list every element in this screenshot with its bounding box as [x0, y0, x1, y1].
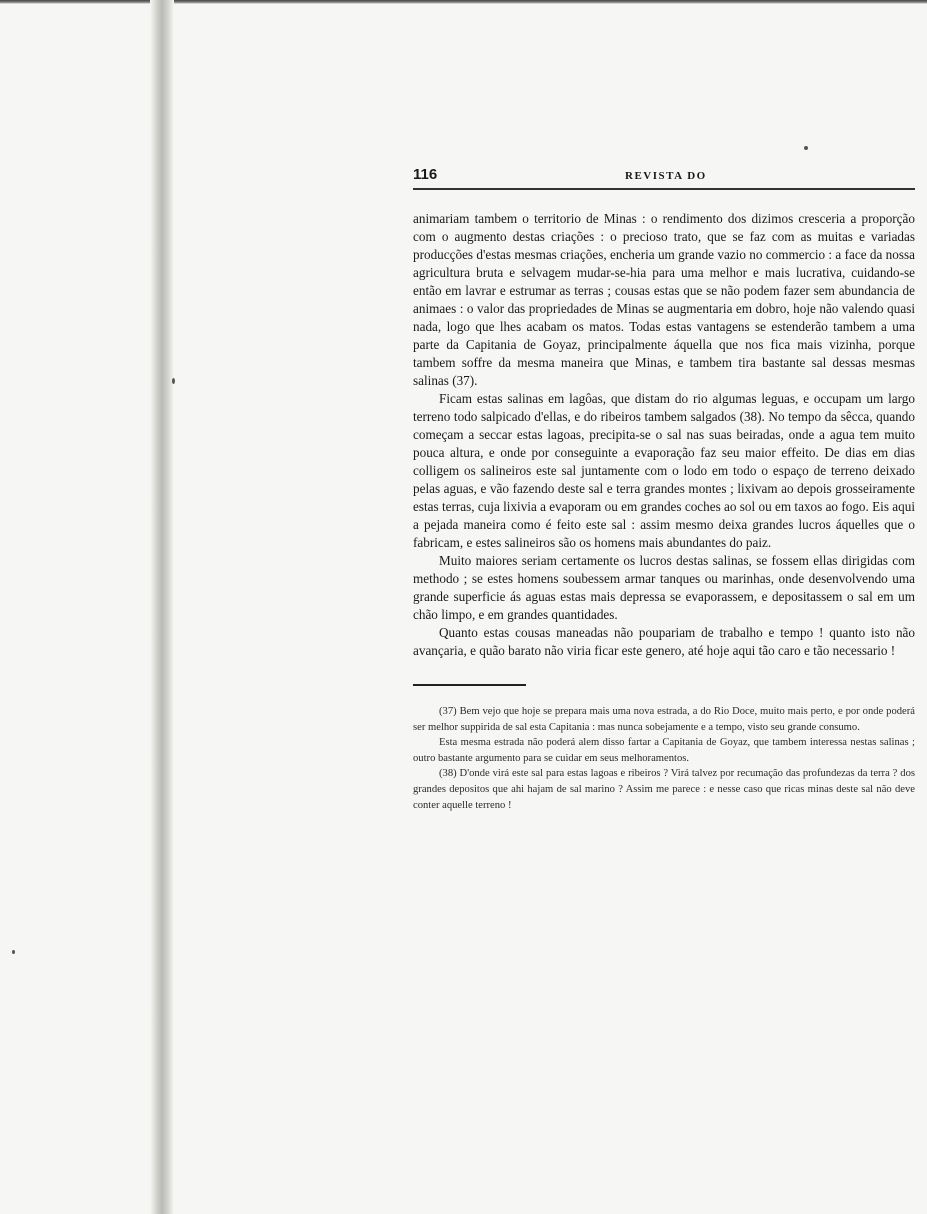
page-header: [413, 162, 915, 190]
book-spine-shadow: [150, 0, 174, 1214]
scan-top-edge: [0, 0, 927, 4]
body-text: [413, 210, 915, 660]
book-page: [413, 162, 915, 813]
footnote: (37) Bem vejo que hoje se prepara mais uma nova estrada, a do Rio Doce, muito mais perto, e por onde poderá ser melhor suppirida de sal esta Capitania : mas nunca sobejamente e a tempo, visto seu grande consumo.: [413, 706, 915, 733]
paragraph: Ficam estas salinas em lagôas, que distam do rio algumas leguas, e occupam um largo terreno todo salpicado d'ellas, e do ribeiros tambem salgados (38). No tempo da sêcca, quando começam a seccar estas lagoas, precipita-se o sal nas suas beiradas, onde a agua tem muito pouca altura, e onde por conseguinte a evaporação faz seu maior effeito. De dias em dias colligem os salineiros este sal juntamente com o lodo em todo o espaço de terreno deixado pelas aguas, e vão fazendo deste sal e terra grandes montes ; lixivam ao depois grosseiramente estas terras, cuja lixivia a evaporam ou em grandes coches ao sol ou em taxos ao fogo. Eis aqui a pejada maneira como é feito este sal : assim mesmo deixa grandes lucros áquelles que o fabricam, e estes salineiros são os homens mais abundantes do paiz.: [413, 391, 915, 550]
footnotes: [413, 704, 915, 813]
footnote: Esta mesma estrada não poderá alem disso fartar a Capitania de Goyaz, que tambem interessa nestas salinas ; outro bastante argumento para se cuidar em seus melhoramentos.: [413, 737, 915, 764]
footnote-divider: [413, 684, 526, 686]
running-head: REVISTA DO: [625, 170, 707, 182]
scan-speck: [172, 378, 175, 384]
scan-speck: [804, 146, 808, 150]
scan-speck: [12, 950, 15, 954]
paragraph: Muito maiores seriam certamente os lucros destas salinas, se fossem ellas dirigidas com methodo ; se estes homens soubessem armar tanques ou marinhas, onde desenvolvendo uma grande superficie ás aguas estas mais depressa se evaporassem, e depositassem o sal em um chão limpo, e em grandes quantidades.: [413, 553, 915, 622]
page-number: 116: [413, 166, 438, 183]
paragraph: animariam tambem o territorio de Minas : o rendimento dos dizimos cresceria a proporção com o augmento destas criações : o precioso trato, que se faz com as muitas e variadas producções d'estas mesmas criações, encheria um grande vazio no commercio : a face da nossa agricultura bruta e selvagem mudar-se-hia para uma melhor e mais lucrativa, cuidando-se então em lavrar e estrumar as terras ; cousas estas que se não podem fazer sem abundancia de animaes : o valor das propriedades de Minas se augmentaria em dobro, hoje não valendo quasi nada, logo que lhes acabam os matos. Todas estas vantagens se estenderão tambem a uma parte da Capitania de Goyaz, principalmente áquella que nos fica mais vizinha, porque tambem soffre da mesma maneira que Minas, e tambem tira bastante sal dessas mesmas salinas (37).: [413, 211, 915, 388]
paragraph: Quanto estas cousas maneadas não poupariam de trabalho e tempo ! quanto isto não avançaria, e quão barato não viria ficar este genero, até hoje aqui tão caro e tão necessario !: [413, 625, 915, 658]
footnote: (38) D'onde virá este sal para estas lagoas e ribeiros ? Virá talvez por recumação das profundezas da terra ? dos grandes depositos que ahi hajam de sal marino ? Assim me parece : e nesse caso que ricas minas deste sal não deve conter aquelle terreno !: [413, 768, 915, 811]
